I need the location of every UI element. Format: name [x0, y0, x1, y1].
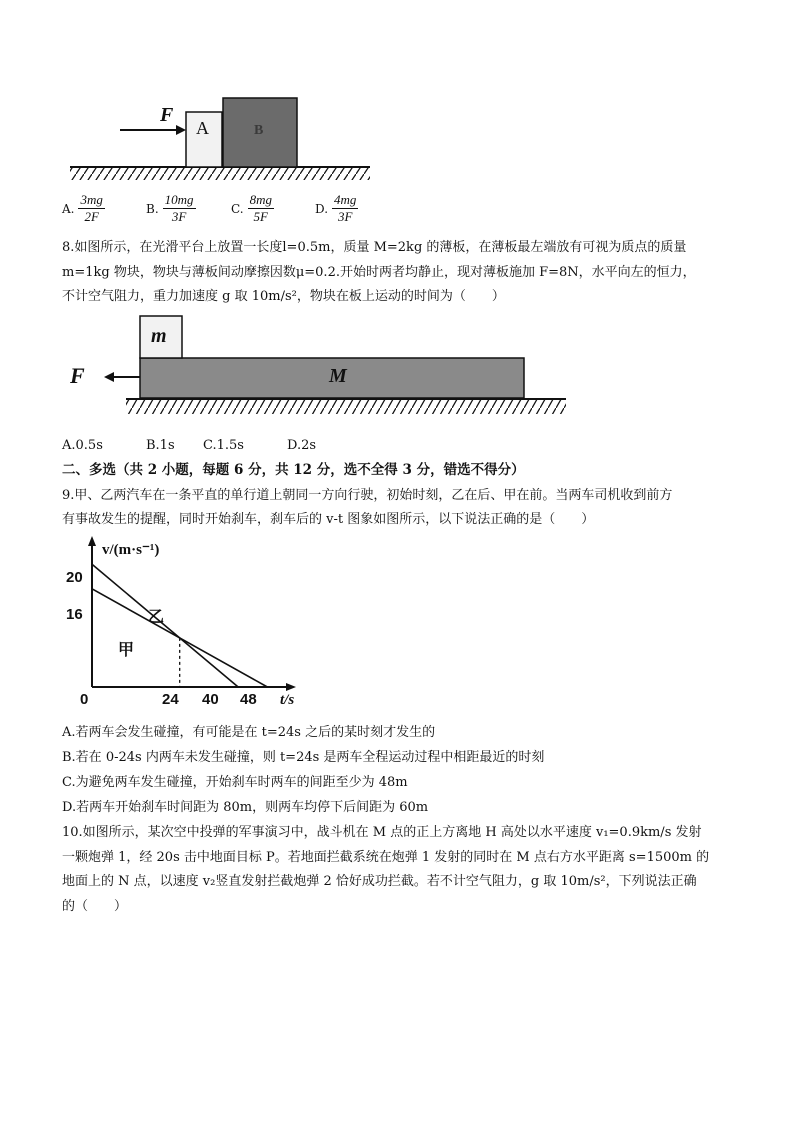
q8-line-2: m=1kg 物块，物块与薄板间动摩擦因数μ=0.2.开始时两者均静止，现对薄板施加 F=8N，水平向左的恒力，	[62, 265, 696, 280]
y-tick-20: 20	[66, 569, 83, 586]
q8-option-a: A.0.5s	[62, 438, 103, 453]
q9-line-1: 9.甲、乙两汽车在一条平直的单行道上朝同一方向行驶，初始时刻，乙在后、甲在前。当两车司机收到前方	[62, 488, 673, 503]
x-tick-48: 48	[240, 691, 257, 708]
q8-option-b: B.1s	[146, 438, 175, 453]
q10-line-1: 10.如图所示，某次空中投弹的军事演习中，战斗机在 M 点的正上方离地 H 高处以水平速度 v₁=0.9km/s 发射	[62, 825, 702, 840]
small-block-label: m	[151, 325, 167, 347]
block-b-label: B	[254, 123, 264, 138]
y-axis-label: v/(m·s⁻¹)	[102, 542, 160, 558]
q8-line-3: 不计空气阻力，重力加速度 g 取 10m/s²，物块在板上运动的时间为（ ）	[62, 289, 505, 304]
q10-line-2: 一颗炮弹 1，经 20s 击中地面目标 P。若地面拦截系统在炮弹 1 发射的同时在 M 点右方水平距离 s=1500m 的	[62, 850, 710, 865]
q9-option-d: D.若两车开始刹车时间距为 80m，则两车均停下后间距为 60m	[62, 800, 429, 815]
q8-option-c: C.1.5s	[203, 438, 244, 453]
x-tick-24: 24	[162, 691, 179, 708]
series-line-yi	[92, 564, 238, 687]
q10-line-4: 的（ ）	[62, 899, 128, 914]
q8-line-1: 8.如图所示，在光滑平台上放置一长度l=0.5m，质量 M=2kg 的薄板，在薄板最左端放有可视为质点的质量	[62, 240, 687, 255]
board-force-label: F	[70, 363, 85, 388]
y-axis-arrow	[88, 536, 96, 546]
board-label: M	[329, 365, 347, 387]
section-2-heading: 二、多选（共 2 小题，每题 6 分，共 12 分，选不全得 3 分，错选不得分）	[62, 462, 525, 478]
q10-line-3: 地面上的 N 点，以速度 v₂竖直发射拦截炮弹 2 恰好成功拦截。若不计空气阻力，g 取 10m/s²，下列说法正确	[62, 874, 697, 889]
q7-option-b: B. $\frac{10mg}{3F}$	[146, 192, 194, 224]
series-label-jia: 甲	[118, 640, 135, 659]
q9-option-b: B.若在 0-24s 内两车未发生碰撞，则 t=24s 是两车全程运动过程中相距最近的时刻	[62, 750, 545, 765]
q7-option-a: A. $\frac{3mg}{2F}$	[62, 192, 103, 224]
x-tick-40: 40	[202, 691, 219, 708]
q9-line-2: 有事故发生的提醒，同时开始刹车，刹车后的 v-t 图象如图所示，以下说法正确的是（ ）	[62, 512, 595, 527]
y-tick-16: 16	[66, 606, 83, 623]
origin-label: 0	[80, 691, 89, 708]
x-axis-arrow	[286, 683, 296, 691]
series-label-yi: 乙	[148, 607, 165, 626]
q7-option-c: C. $\frac{8mg}{5F}$	[231, 192, 272, 224]
q9-option-c: C.为避免两车发生碰撞，开始刹车时两车的间距至少为 48m	[62, 775, 408, 790]
q7-option-d: D. $\frac{4mg}{3F}$	[315, 192, 357, 224]
q8-option-d: D.2s	[287, 438, 317, 453]
block-a-label: A	[196, 118, 209, 138]
force-label-f: F	[160, 104, 174, 126]
q9-option-a: A.若两车会发生碰撞，有可能是在 t=24s 之后的某时刻才发生的	[62, 725, 436, 740]
x-axis-label: t/s	[280, 692, 295, 708]
